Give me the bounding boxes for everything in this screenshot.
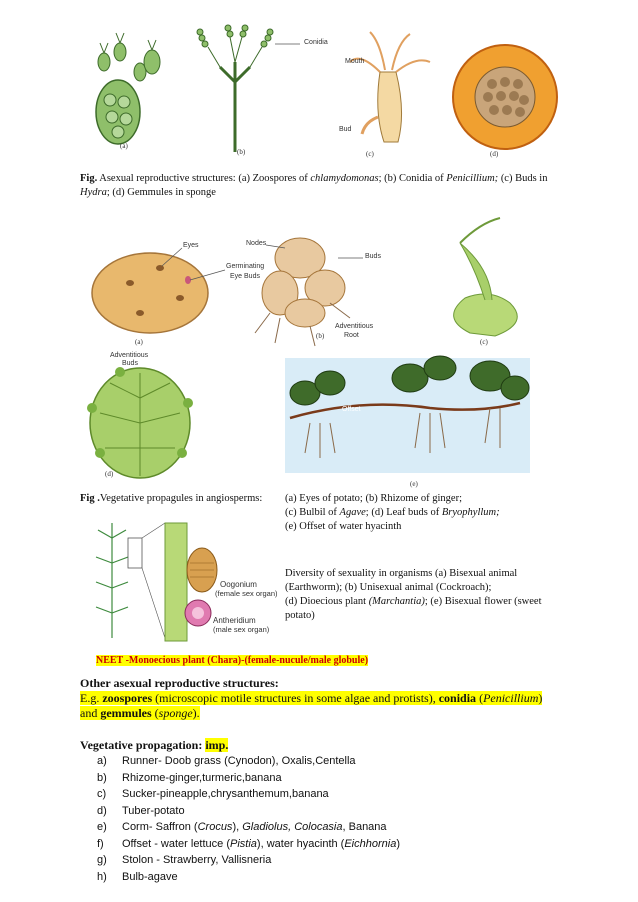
diversity-line1: Diversity of sexuality in organisms (a) Bisexual animal	[285, 568, 518, 579]
other-asexual-section	[80, 676, 565, 721]
list-item: f) Offset - water lettuce (Pistia), water hyacinth (Eichhornia)	[97, 837, 400, 850]
fig2-caption-left-text: Vegetative propagules in angiosperms:	[99, 493, 263, 504]
fig2-label-b: (b)	[316, 332, 325, 340]
list-item: h) Bulb-agave	[97, 870, 178, 883]
fig1-caption-text4: ; (d) Gemmules in sponge	[106, 187, 216, 198]
list-item: e) Corm- Saffron (Crocus), Gladiolus, Colocasia, Banana	[97, 821, 387, 833]
zoospores-drawing	[96, 33, 160, 144]
fig2-label-eye-buds: Eye Buds	[230, 273, 260, 280]
chara-label-oogonium-sub: (female sex organ)	[215, 589, 278, 598]
figure2-caption-right	[285, 492, 565, 534]
fig2-label-buds: Buds	[365, 253, 381, 260]
neet-note	[96, 655, 368, 666]
chara-label-antheridium: Antheridium	[213, 616, 256, 625]
fig2-label-germinating: Germinating	[226, 263, 265, 270]
fig2-caption-line2: (c) Bulbil of Agave; (d) Leaf buds of Bryophyllum;	[285, 507, 500, 518]
other-heading: Other asexual reproductive structures:	[80, 676, 279, 690]
hydra-drawing	[350, 32, 430, 142]
neet-text: -Monoecious plant (Chara)-(female-nucule/male globule)	[123, 655, 369, 666]
fig2-label-offset: Offset	[342, 406, 361, 413]
list-item: a) Runner- Doob grass (Cynodon), Oxalis,Centella	[97, 755, 356, 767]
gemmule-drawing	[453, 45, 557, 149]
fig1-caption-italic2: Penicillium;	[446, 173, 499, 184]
fig1-label-bud: Bud	[339, 126, 352, 133]
fig2-caption-line3: (e) Offset of water hyacinth	[285, 521, 402, 532]
vegetative-heading	[80, 738, 228, 753]
vegetative-list	[97, 753, 567, 885]
fig2-label-adv-buds-1: Adventitious	[110, 352, 149, 359]
fig2-label-a: (a)	[135, 338, 143, 346]
list-item: b) Rhizome-ginger,turmeric,banana	[97, 771, 282, 784]
figure-chara	[90, 518, 280, 643]
fig2-label-adventitious: Adventitious	[335, 323, 374, 330]
list-item: d) Tuber-potato	[97, 804, 185, 817]
diversity-line3: (d) Dioecious plant (Marchantia); (e) Bisexual flower (sweet	[285, 596, 542, 607]
potato-drawing	[92, 253, 208, 333]
figure-asexual-structures	[80, 22, 560, 162]
figure-vegetative-propagules	[80, 208, 560, 493]
fig2-caption-prefix: Fig .	[80, 493, 100, 504]
chara-zoom-drawing	[165, 523, 217, 641]
chara-label-oogonium: Oogonium	[220, 580, 257, 589]
fig2-label-d: (d)	[105, 470, 114, 478]
fig2-label-c: (c)	[480, 338, 488, 346]
diversity-caption	[285, 567, 565, 623]
fig2-label-eyes: Eyes	[183, 242, 199, 249]
fig1-caption-italic1: chlamydomonas	[310, 173, 379, 184]
chara-label-antheridium-sub: (male sex organ)	[213, 625, 270, 634]
diversity-line4: potato)	[285, 610, 315, 621]
fig1-caption-italic3: Hydra	[80, 187, 107, 198]
fig1-label-conidia: Conidia	[304, 39, 328, 46]
diversity-line2: (Earthworm); (b) Unisexual animal (Cockroach);	[285, 582, 492, 593]
chara-plant-drawing	[96, 523, 128, 638]
fig1-caption-text2: ; (b) Conidia of	[378, 173, 447, 184]
fig1-caption-text1: Asexual reproductive structures: (a) Zoospores of	[99, 173, 311, 184]
list-item: g) Stolon - Strawberry, Vallisneria	[97, 854, 272, 866]
fig2-label-root: Root	[344, 332, 359, 339]
agave-bulbil-drawing	[454, 218, 518, 336]
water-hyacinth-drawing	[285, 356, 530, 473]
fig1-label-d: (d)	[490, 150, 499, 158]
fig1-label-a: (a)	[120, 142, 128, 150]
fig2-label-e: (e)	[410, 480, 418, 488]
bryophyllum-drawing	[87, 367, 193, 478]
figure1-caption	[80, 172, 560, 200]
fig1-label-b: (b)	[237, 148, 246, 156]
fig1-caption-text3: (c) Buds in	[498, 173, 548, 184]
fig2-label-adv-buds-2: Buds	[122, 360, 138, 367]
figure2-illustration	[80, 208, 560, 493]
other-line2: and gemmules (sponge).	[80, 706, 200, 720]
list-item: c) Sucker-pineapple,chrysanthemum,banana	[97, 788, 329, 800]
neet-label: NEET	[96, 655, 124, 666]
veg-imp: imp.	[205, 738, 229, 752]
figure2-caption-left	[80, 492, 262, 506]
fig1-caption-prefix: Fig.	[80, 173, 98, 184]
fig2-caption-line1: (a) Eyes of potato; (b) Rhizome of ginger;	[285, 493, 462, 504]
fig1-label-mouth: Mouth	[345, 58, 365, 65]
fig1-label-c: (c)	[366, 150, 374, 158]
fig2-label-nodes: Nodes	[246, 240, 267, 247]
conidia-drawing	[197, 25, 273, 152]
veg-heading-text: Vegetative propagation:	[80, 738, 206, 752]
other-line1: E.g. zoospores (microscopic motile structures in some algae and protists), conidia (Penicillium)	[80, 691, 543, 705]
